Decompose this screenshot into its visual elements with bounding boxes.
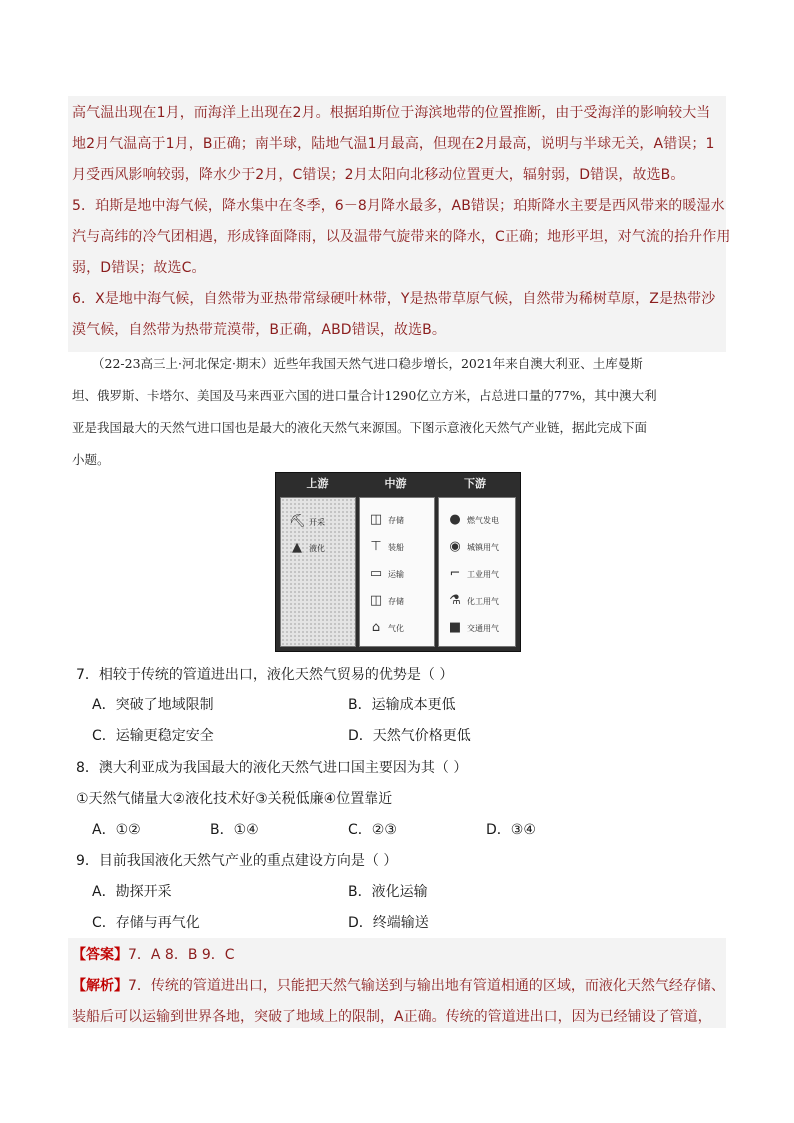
midstream-item bbox=[368, 512, 404, 528]
downstream-item bbox=[447, 566, 499, 582]
analysis-line bbox=[72, 971, 726, 1002]
analysis-line: 弱，D错误；故选C。 bbox=[72, 260, 206, 276]
upstream-column bbox=[280, 497, 356, 647]
intro-line: 坦、俄罗斯、卡塔尔、美国及马来西亚六国的进口量合计1290亿立方米，占总进口量的77%，其中澳大利 bbox=[72, 388, 657, 403]
lng-chain-figure bbox=[275, 472, 521, 652]
midstream-item bbox=[368, 539, 404, 555]
chemical-icon: ⚗ bbox=[449, 593, 461, 608]
tank-icon: ◫ bbox=[369, 512, 383, 527]
analysis-line: 高气温出现在1月，而海洋上出现在2月。根据珀斯位于海滨地带的位置推断，由于受海洋的影响较大当 bbox=[72, 105, 711, 121]
header-downstream: 下游 bbox=[464, 477, 486, 490]
item-label: 工业用气 bbox=[467, 569, 499, 579]
q8-option-a[interactable]: A．①② bbox=[92, 822, 141, 838]
downstream-column bbox=[438, 497, 516, 647]
midstream-item bbox=[368, 566, 404, 582]
item-label: 化工用气 bbox=[467, 596, 499, 606]
item-label: 燃气发电 bbox=[467, 515, 499, 525]
q7-option-b[interactable]: B．运输成本更低 bbox=[348, 697, 456, 713]
downstream-item bbox=[447, 512, 499, 528]
q9-option-c[interactable]: C．存储与再气化 bbox=[92, 915, 200, 931]
analysis-line: 汽与高纬的冷气团相遇，形成锋面降雨，以及温带气旋带来的降水，C正确；地形平坦，对气流的抬升作用 bbox=[72, 229, 731, 245]
intro-line: 亚是我国最大的天然气进口国也是最大的液化天然气来源国。下图示意液化天然气产业链，据此完成下面 bbox=[72, 420, 648, 435]
q7-option-a[interactable]: A．突破了地域限制 bbox=[92, 697, 214, 713]
item-label: 运输 bbox=[388, 569, 404, 579]
midstream-column bbox=[359, 497, 435, 647]
tank-icon: ◫ bbox=[369, 593, 383, 608]
item-label: 存储 bbox=[388, 515, 404, 525]
item-label: 液化 bbox=[309, 543, 325, 553]
analysis-tag: 【解析】 bbox=[72, 978, 128, 994]
q9-option-b[interactable]: B．液化运输 bbox=[348, 884, 428, 900]
item-label: 交通用气 bbox=[467, 623, 499, 633]
upstream-item bbox=[289, 514, 325, 530]
header-midstream: 中游 bbox=[384, 477, 407, 490]
analysis-line: 漠气候，自然带为热带荒漠带，B正确，ABD错误，故选B。 bbox=[72, 322, 446, 338]
analysis-line: 装船后可以运输到世界各地，突破了地域上的限制，A正确。传统的管道进出口，因为已经铺设了管道， bbox=[72, 1009, 712, 1025]
flame-icon: ▲ bbox=[292, 540, 302, 555]
downstream-item bbox=[447, 539, 499, 555]
item-label: 气化 bbox=[388, 623, 404, 633]
question-9-stem: 9．目前我国液化天然气产业的重点建设方向是（ ） bbox=[76, 853, 398, 869]
truck-icon: ■ bbox=[448, 620, 462, 635]
previous-analysis bbox=[68, 96, 731, 352]
analysis-text: 7．传统的管道进出口，只能把天然气输送到与输出地有管道相通的区域，而液化天然气经存储、 bbox=[128, 978, 725, 994]
q7-option-d[interactable]: D．天然气价格更低 bbox=[348, 728, 471, 744]
figure-header bbox=[276, 473, 520, 495]
analysis-line: 地2月气温高于1月，B正确；南半球，陆地气温1月最高，但现在2月最高，说明与半球无关，A错误；1 bbox=[72, 136, 715, 152]
analysis-line: 月受西风影响较弱，降水少于2月，C错误；2月太阳向北移动位置更大，辐射弱，D错误，故选B。 bbox=[72, 167, 685, 183]
q9-option-d[interactable]: D．终端输送 bbox=[348, 915, 429, 931]
question-intro bbox=[72, 348, 724, 476]
q7-option-c[interactable]: C．运输更稳定安全 bbox=[92, 728, 214, 744]
answer-block bbox=[68, 938, 726, 1028]
analysis-line: 6．X是地中海气候，自然带为亚热带常绿硬叶林带，Y是热带草原气候，自然带为稀树草原，Z是热带沙 bbox=[72, 291, 716, 307]
downstream-item bbox=[447, 620, 499, 636]
q9-option-a[interactable]: A．勘探开采 bbox=[92, 884, 172, 900]
pumpjack-icon: ⛏ bbox=[289, 514, 306, 529]
pipe-icon: ⌐ bbox=[449, 566, 461, 581]
ship-icon: ▭ bbox=[369, 566, 383, 581]
flame-drop-icon: ● bbox=[449, 512, 461, 527]
burner-icon: ◉ bbox=[449, 539, 461, 554]
item-label: 开采 bbox=[309, 517, 325, 527]
q8-option-b[interactable]: B．①④ bbox=[210, 822, 259, 838]
question-7-stem: 7．相较于传统的管道进出口，液化天然气贸易的优势是（ ） bbox=[76, 667, 454, 683]
question-8-stem: 8．澳大利亚成为我国最大的液化天然气进口国主要因为其（ ） bbox=[76, 760, 468, 776]
q8-option-c[interactable]: C．②③ bbox=[348, 822, 397, 838]
upstream-item bbox=[289, 540, 325, 556]
answer-line bbox=[72, 940, 726, 971]
downstream-item bbox=[447, 593, 499, 609]
item-label: 装船 bbox=[388, 542, 404, 552]
header-upstream: 上游 bbox=[306, 477, 329, 490]
item-label: 城镇用气 bbox=[467, 542, 499, 552]
analysis-line: 5．珀斯是地中海气候，降水集中在冬季，6－8月降水最多，AB错误；珀斯降水主要是西风带来的暖湿水 bbox=[72, 198, 725, 214]
midstream-item bbox=[368, 593, 404, 609]
question-8-items: ①天然气储量大②液化技术好③关税低廉④位置靠近 bbox=[76, 791, 393, 807]
loading-arm-icon: ⊤ bbox=[370, 539, 382, 554]
q8-option-d[interactable]: D．③④ bbox=[486, 822, 536, 838]
vaporizer-icon: ⌂ bbox=[371, 620, 381, 635]
answer-text: 7．A 8．B 9．C bbox=[128, 947, 235, 963]
item-label: 存储 bbox=[388, 596, 404, 606]
midstream-item bbox=[368, 620, 404, 636]
answer-tag: 【答案】 bbox=[72, 947, 128, 963]
intro-line: （22-23高三上·河北保定·期末）近些年我国天然气进口稳步增长，2021年来自澳大利亚、土库曼斯 bbox=[92, 356, 643, 371]
intro-line: 小题。 bbox=[72, 452, 110, 467]
